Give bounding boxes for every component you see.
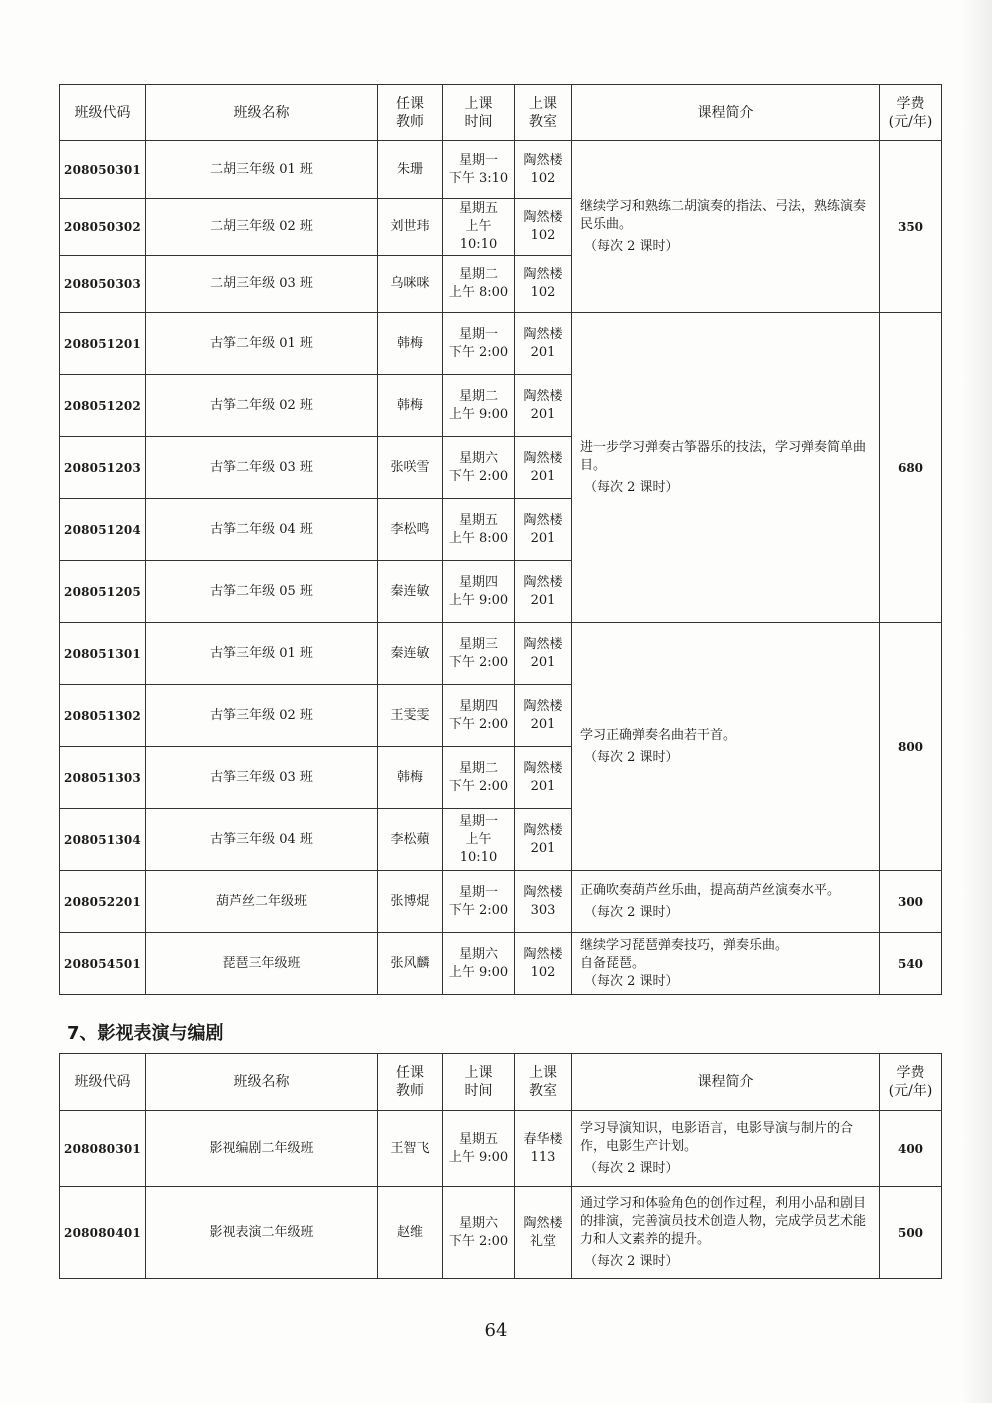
class-time: 星期四 上午 9:00 (443, 561, 515, 623)
session-note: （每次 2 课时） (584, 973, 679, 989)
classroom: 陶然楼 201 (515, 499, 572, 561)
page-number: 64 (484, 1320, 508, 1341)
teacher-name: 秦连敏 (378, 623, 443, 685)
course-table-music (59, 84, 942, 995)
tuition-fee: 500 (880, 1187, 942, 1279)
table-row (60, 623, 942, 685)
class-name: 影视表演二年级班 (146, 1187, 378, 1279)
classroom: 陶然楼 201 (515, 313, 572, 375)
course-description (572, 141, 880, 313)
classroom: 陶然楼 303 (515, 871, 572, 933)
classroom: 陶然楼 礼堂 (515, 1187, 572, 1279)
class-time: 星期六 下午 2:00 (443, 437, 515, 499)
description-text: 进一步学习弹奏古筝器乐的技法，学习弹奏简单曲目。 (580, 439, 867, 473)
class-time: 星期六 上午 9:00 (443, 933, 515, 995)
description-text: 学习正确弹奏名曲若干首。 (580, 727, 737, 743)
header-class-time: 上课 时间 (443, 1054, 515, 1111)
class-name: 影视编剧二年级班 (146, 1111, 378, 1187)
table-row (60, 871, 942, 933)
class-code: 208080301 (60, 1111, 146, 1187)
class-name: 二胡三年级 01 班 (146, 141, 378, 199)
class-name: 古筝二年级 04 班 (146, 499, 378, 561)
tuition-fee: 800 (880, 623, 942, 871)
table-row (60, 1111, 942, 1187)
course-table-film (59, 1053, 942, 1279)
class-code: 208051304 (60, 809, 146, 871)
class-name: 古筝二年级 01 班 (146, 313, 378, 375)
class-code: 208051301 (60, 623, 146, 685)
header-class-code: 班级代码 (60, 1054, 146, 1111)
page-edge-shadow (962, 0, 992, 1403)
class-time: 星期三 下午 2:00 (443, 623, 515, 685)
classroom: 陶然楼 102 (515, 933, 572, 995)
class-name: 古筝三年级 03 班 (146, 747, 378, 809)
class-code: 208051205 (60, 561, 146, 623)
description-text: 继续学习和熟练二胡演奏的指法、弓法，熟练演奏民乐曲。 (580, 198, 867, 232)
session-note: （每次 2 课时） (584, 238, 679, 254)
classroom: 陶然楼 201 (515, 437, 572, 499)
class-code: 208054501 (60, 933, 146, 995)
classroom: 陶然楼 201 (515, 561, 572, 623)
teacher-name: 韩梅 (378, 375, 443, 437)
table-row (60, 1187, 942, 1279)
tuition-fee: 400 (880, 1111, 942, 1187)
header-tuition: 学费 (元/年) (880, 1054, 942, 1111)
class-name: 古筝三年级 02 班 (146, 685, 378, 747)
section-title: 7、影视表演与编剧 (67, 1023, 224, 1044)
header-teacher: 任课 教师 (378, 1054, 443, 1111)
teacher-name: 赵维 (378, 1187, 443, 1279)
tuition-fee: 680 (880, 313, 942, 623)
course-description (572, 1187, 880, 1279)
classroom: 陶然楼 102 (515, 199, 572, 256)
teacher-name: 秦连敏 (378, 561, 443, 623)
class-name: 古筝二年级 03 班 (146, 437, 378, 499)
header-class-name: 班级名称 (146, 85, 378, 141)
class-code: 208051204 (60, 499, 146, 561)
class-code: 208050301 (60, 141, 146, 199)
teacher-name: 王智飞 (378, 1111, 443, 1187)
table-header-row (60, 85, 942, 141)
session-note: （每次 2 课时） (584, 904, 679, 920)
description-text: 学习导演知识，电影语言，电影导演与制片的合作，电影生产计划。 (580, 1120, 854, 1154)
classroom: 陶然楼 201 (515, 623, 572, 685)
session-note: （每次 2 课时） (584, 749, 679, 765)
class-name: 古筝二年级 02 班 (146, 375, 378, 437)
class-time: 星期四 下午 2:00 (443, 685, 515, 747)
course-description (572, 623, 880, 871)
header-class-name: 班级名称 (146, 1054, 378, 1111)
header-class-time: 上课 时间 (443, 85, 515, 141)
header-class-code: 班级代码 (60, 85, 146, 141)
description-text: 正确吹奏葫芦丝乐曲，提高葫芦丝演奏水平。 (580, 882, 841, 898)
class-name: 琵琶三年级班 (146, 933, 378, 995)
tuition-fee: 300 (880, 871, 942, 933)
class-time: 星期二 上午 8:00 (443, 256, 515, 313)
class-time: 星期一 下午 2:00 (443, 313, 515, 375)
class-code: 208050302 (60, 199, 146, 256)
class-name: 古筝三年级 04 班 (146, 809, 378, 871)
classroom: 春华楼 113 (515, 1111, 572, 1187)
session-note: （每次 2 课时） (584, 1160, 679, 1176)
classroom: 陶然楼 102 (515, 141, 572, 199)
teacher-name: 李松蘋 (378, 809, 443, 871)
class-code: 208051302 (60, 685, 146, 747)
tuition-fee: 540 (880, 933, 942, 995)
teacher-name: 王雯雯 (378, 685, 443, 747)
class-time: 星期一 下午 3:10 (443, 141, 515, 199)
course-description (572, 933, 880, 995)
class-code: 208051303 (60, 747, 146, 809)
class-name: 古筝三年级 01 班 (146, 623, 378, 685)
teacher-name: 韩梅 (378, 313, 443, 375)
class-code: 208080401 (60, 1187, 146, 1279)
table-header-row (60, 1054, 942, 1111)
header-classroom: 上课 教室 (515, 1054, 572, 1111)
header-tuition: 学费 (元/年) (880, 85, 942, 141)
teacher-name: 张风麟 (378, 933, 443, 995)
class-time: 星期五 上午 9:00 (443, 1111, 515, 1187)
session-note: （每次 2 课时） (584, 479, 679, 495)
class-code: 208052201 (60, 871, 146, 933)
teacher-name: 张博焜 (378, 871, 443, 933)
class-name: 二胡三年级 02 班 (146, 199, 378, 256)
description-text: 通过学习和体验角色的创作过程，利用小品和剧目的排演，完善演员技术创造人物，完成学员艺术能力和人文素养的提升。 (580, 1195, 867, 1247)
header-course-description: 课程简介 (572, 85, 880, 141)
course-description (572, 1111, 880, 1187)
class-time: 星期二 上午 9:00 (443, 375, 515, 437)
classroom: 陶然楼 201 (515, 685, 572, 747)
course-description (572, 313, 880, 623)
class-code: 208051203 (60, 437, 146, 499)
class-name: 葫芦丝二年级班 (146, 871, 378, 933)
table-row (60, 313, 942, 375)
class-code: 208051201 (60, 313, 146, 375)
class-time: 星期一 上午 10:10 (443, 809, 515, 871)
teacher-name: 韩梅 (378, 747, 443, 809)
classroom: 陶然楼 201 (515, 375, 572, 437)
classroom: 陶然楼 201 (515, 809, 572, 871)
session-note: （每次 2 课时） (584, 1253, 679, 1269)
class-time: 星期二 下午 2:00 (443, 747, 515, 809)
classroom: 陶然楼 102 (515, 256, 572, 313)
class-time: 星期一 下午 2:00 (443, 871, 515, 933)
class-time: 星期六 下午 2:00 (443, 1187, 515, 1279)
teacher-name: 乌咪咪 (378, 256, 443, 313)
table-row (60, 141, 942, 199)
class-name: 二胡三年级 03 班 (146, 256, 378, 313)
class-time: 星期五 上午 8:00 (443, 499, 515, 561)
course-description (572, 871, 880, 933)
teacher-name: 朱珊 (378, 141, 443, 199)
header-classroom: 上课 教室 (515, 85, 572, 141)
class-code: 208050303 (60, 256, 146, 313)
class-name: 古筝二年级 05 班 (146, 561, 378, 623)
teacher-name: 李松鸣 (378, 499, 443, 561)
class-time: 星期五 上午 10:10 (443, 199, 515, 256)
class-code: 208051202 (60, 375, 146, 437)
teacher-name: 刘世玮 (378, 199, 443, 256)
header-teacher: 任课 教师 (378, 85, 443, 141)
classroom: 陶然楼 201 (515, 747, 572, 809)
header-course-description: 课程简介 (572, 1054, 880, 1111)
tuition-fee: 350 (880, 141, 942, 313)
table-row (60, 933, 942, 995)
description-text: 继续学习琵琶弹奏技巧，弹奏乐曲。 自备琵琶。 (580, 937, 789, 971)
teacher-name: 张咲雪 (378, 437, 443, 499)
